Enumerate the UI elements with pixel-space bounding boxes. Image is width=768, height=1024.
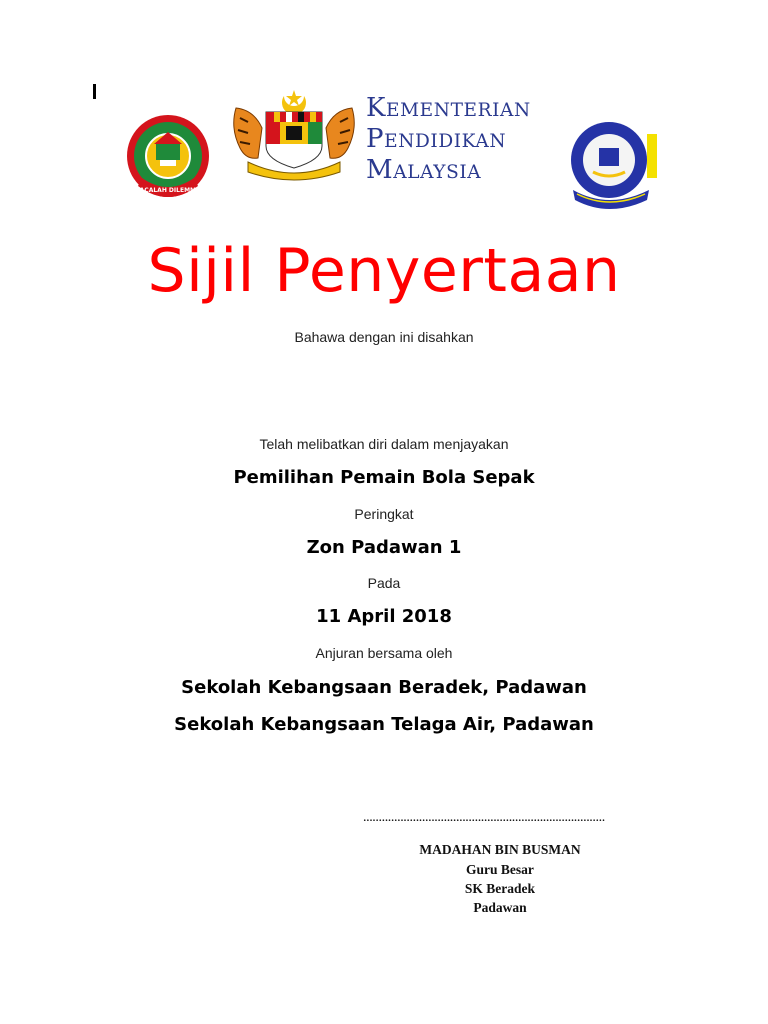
sk-telaga-air-logo [124, 112, 212, 204]
ministry-line-3-rest: ALAYSIA [393, 162, 482, 183]
ministry-line-2 [366, 125, 531, 156]
ministry-line-3-initial: M [366, 155, 394, 185]
signatory-location: Padawan [473, 900, 527, 915]
date-label: Pada [367, 575, 401, 591]
event-date: 11 April 2018 [316, 606, 452, 627]
ministry-line-2-initial: P [366, 124, 385, 154]
ministry-line-2-rest: ENDIDIKAN [384, 131, 507, 152]
ministry-line-1-initial: K [366, 93, 387, 123]
ministry-line-3 [366, 156, 531, 187]
organizer-label: Anjuran bersama oleh [315, 645, 453, 661]
sk-beradek-logo [563, 120, 663, 216]
ministry-line-1-rest: EMENTERIAN [386, 100, 531, 121]
organizer-1: Sekolah Kebangsaan Beradek, Padawan [181, 677, 587, 698]
signature-line: .............................................................................. [363, 810, 605, 825]
organizer-2: Sekolah Kebangsaan Telaga Air, Padawan [174, 714, 594, 735]
signatory-position: Guru Besar [466, 862, 534, 877]
ministry-line-1 [366, 94, 531, 125]
involvement-text: Telah melibatkan diri dalam menjayakan [259, 436, 509, 452]
ministry-wordmark [366, 94, 531, 187]
signatory-name: MADAHAN BIN BUSMAN [419, 842, 581, 857]
signatory-school: SK Beradek [464, 881, 536, 896]
certificate-title: Sijil Penyertaan [147, 236, 621, 306]
level-value: Zon Padawan 1 [306, 537, 462, 558]
text-cursor [93, 84, 96, 99]
event-name: Pemilihan Pemain Bola Sepak [233, 467, 535, 488]
svg-text:BACALAH DILEMMU: BACALAH DILEMMU [135, 187, 201, 194]
level-label: Peringkat [354, 506, 414, 522]
intro-text: Bahawa dengan ini disahkan [294, 329, 474, 345]
malaysia-coat-of-arms-logo [228, 88, 360, 188]
